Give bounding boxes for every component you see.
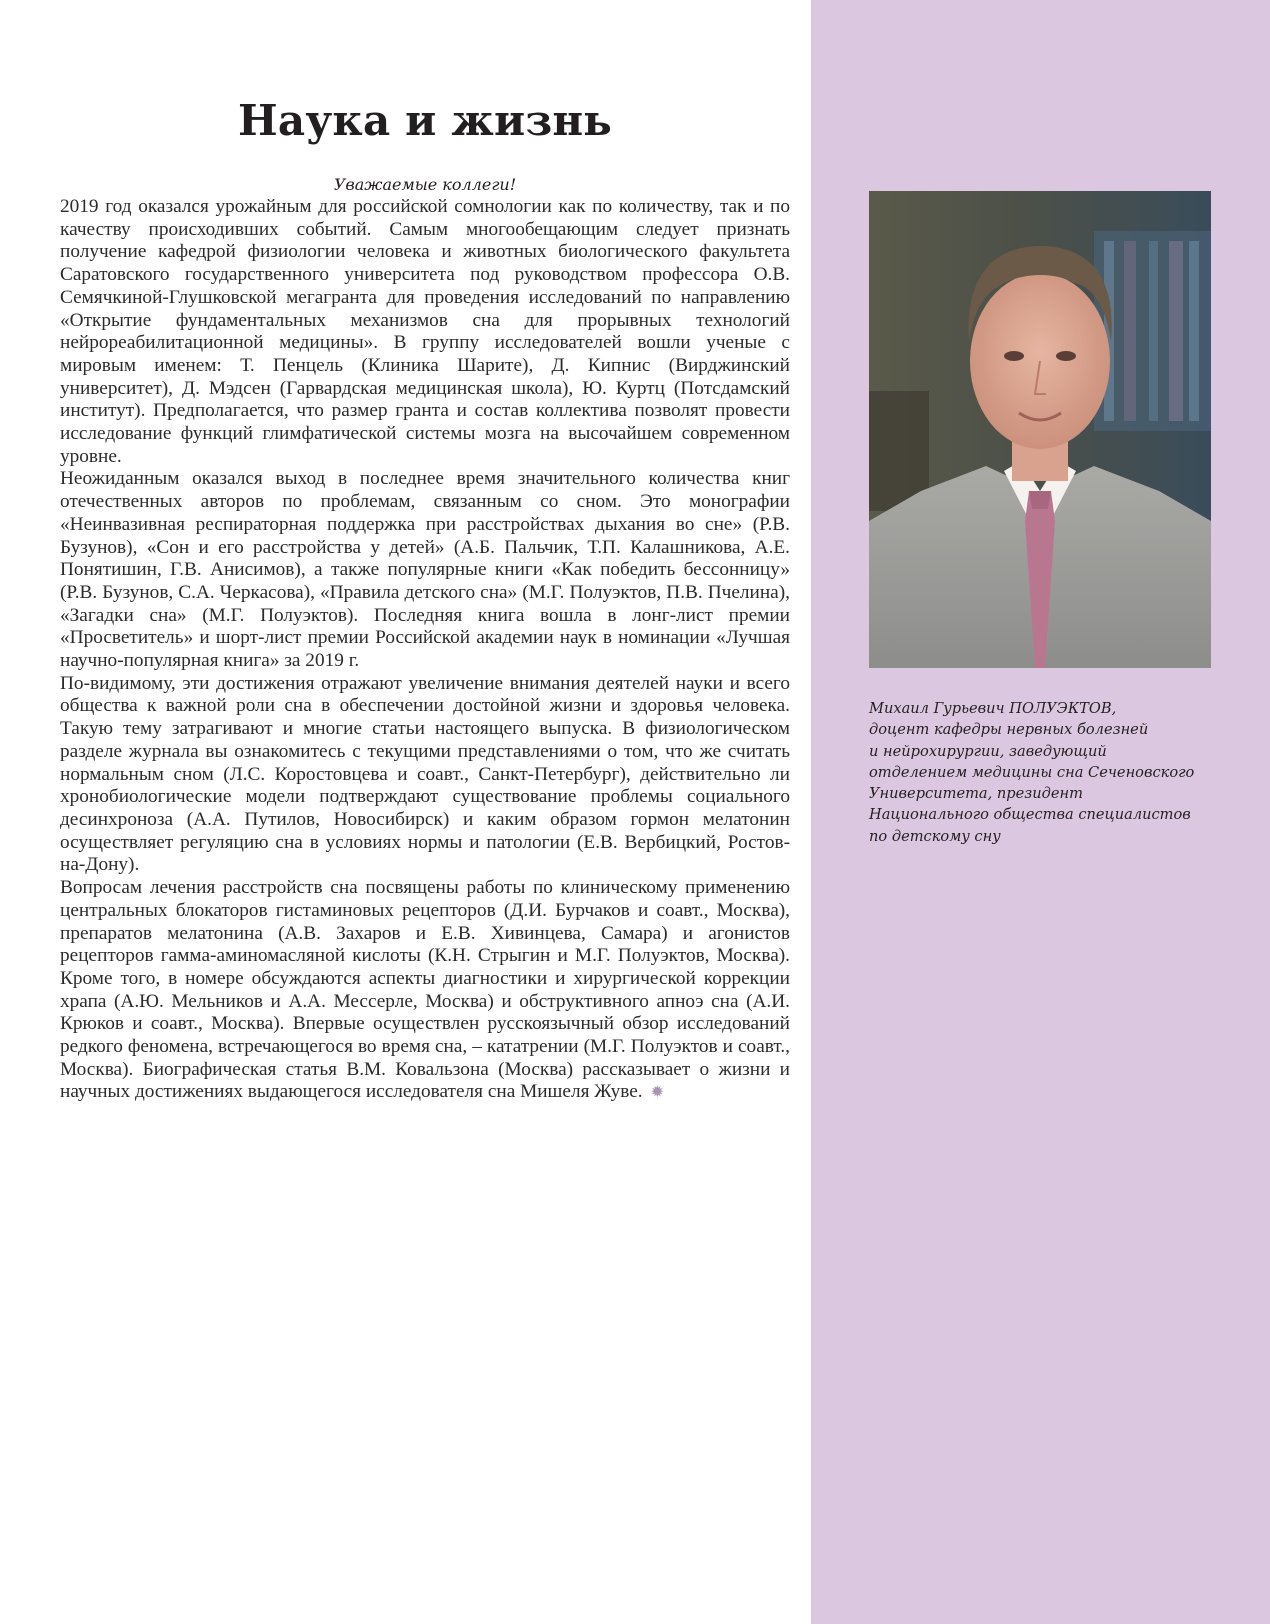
caption-name: Михаил Гурьевич ПОЛУЭКТОВ, (869, 700, 1117, 717)
caption-line: Национального общества специалистов (869, 806, 1191, 824)
author-portrait (869, 191, 1211, 668)
greeting: Уважаемые коллеги! (333, 175, 517, 194)
paragraph-text: Вопросам лечения расстройств сна посвящены работы по клиническому применению центральных блокаторов гистаминовых рецепторов (Д.И. Бурчаков и соавт., Москва), препаратов мелатонина (А.В. Захаров и Е.В. Хивинцева, Самара) и агонистов рецепторов гамма-аминомасляной кислоты (К.Н. Стрыгин и М.Г. Полуэктов, Москва). Кроме того, в номере обсуждаются аспекты диагностики и хирургической коррекции храпа (А.Ю. Мельников и А.А. Мессерле, Москва) и обструктивного апноэ сна (А.И. Крюков и соавт., Москва). Впервые осуществлен русскоязычный обзор исследований редкого феномена, встречающегося во время сна, – кататрении (М.Г. Полуэктов и соавт., Москва). Биографическая статья В.М. Ковальзона (Москва) рассказывает о жизни и научных достижениях выдающегося исследователя сна Мишеля Жуве. (60, 877, 790, 1103)
paragraph: По-видимому, эти достижения отражают увеличение внимания деятелей науки и всего общества к важной роли сна в обеспечении достойной жизни и здоровья человека. Такую тему затрагивают и многие статьи настоящего выпуска. В физиологическом разделе журнала вы ознакомитесь с текущими представлениями о том, что же считать нормальным сном (Л.С. Коростовцева и соавт., Санкт-Петербург), действительно ли хронобиологические модели подтверждают существование проблемы социального десинхроноза (А.А. Путилов, Новосибирск) и каким образом гормон мелатонин осуществляет регуляцию сна в условиях нормы и патологии (Е.В. Вербицкий, Ростов-на-Дону). (60, 672, 790, 876)
caption-line: по детскому сну (869, 827, 1001, 845)
portrait-illustration (869, 191, 1211, 668)
caption-line: Университета, президент (869, 785, 1083, 803)
portrait-caption (869, 698, 1214, 847)
paragraph: 2019 год оказался урожайным для российской сомнологии как по количеству, так и по качеству происходивших событий. Самым многообещающим следует признать получение кафедрой физиологии человека и животных биологического факультета Саратовского государственного университета под руководством профессора О.В. Семячкиной-Глушковской мегагранта для проведения исследований по направлению «Открытие фундаментальных механизмов сна для прорывных технологий нейрореабилитационной медицины». В группу исследователей вошли ученые с мировым именем: Т. Пенцель (Клиника Шарите), Д. Кипнис (Вирджинский университет), Д. Мэдсен (Гарвардская медицинская школа), Ю. Куртц (Потсдамский институт). Предполагается, что размер гранта и состав коллектива позволят провести исследование функций глимфатической системы мозга на высочайшем современном уровне. (60, 196, 790, 467)
paragraph: Неожиданным оказался выход в последнее время значительного количества книг отечественных авторов по проблемам, связанным со сном. Это монографии «Неинвазивная респираторная поддержка при расстройствах дыхания во сне» (Р.В. Бузунов), «Сон и его расстройства у детей» (А.Б. Пальчик, Т.П. Калашникова, А.Е. Понятишин, Г.В. Анисимов), а также популярные книги «Как победить бессонницу» (Р.В. Бузунов, С.А. Черкасова), «Правила детского сна» (М.Г. Полуэктов, П.В. Пчелина), «Загадки сна» (М.Г. Полуэктов). Последняя книга вошла в лонг-лист премии «Просветитель» и шорт-лист премии Российской академии наук в номинации «Лучшая научно-популярная книга» за 2019 г. (60, 468, 790, 672)
caption-line: и нейрохирургии, заведующий (869, 742, 1107, 760)
end-mark-icon: ✹ (650, 1083, 665, 1101)
paragraph-last (60, 877, 790, 1104)
article-body (60, 196, 790, 1104)
article-column (60, 88, 790, 1104)
caption-line: доцент кафедры нервных болезней (869, 721, 1149, 739)
caption-line: отделением медицины сна Сеченовского (869, 763, 1195, 781)
page-title: Наука и жизнь (238, 96, 612, 145)
